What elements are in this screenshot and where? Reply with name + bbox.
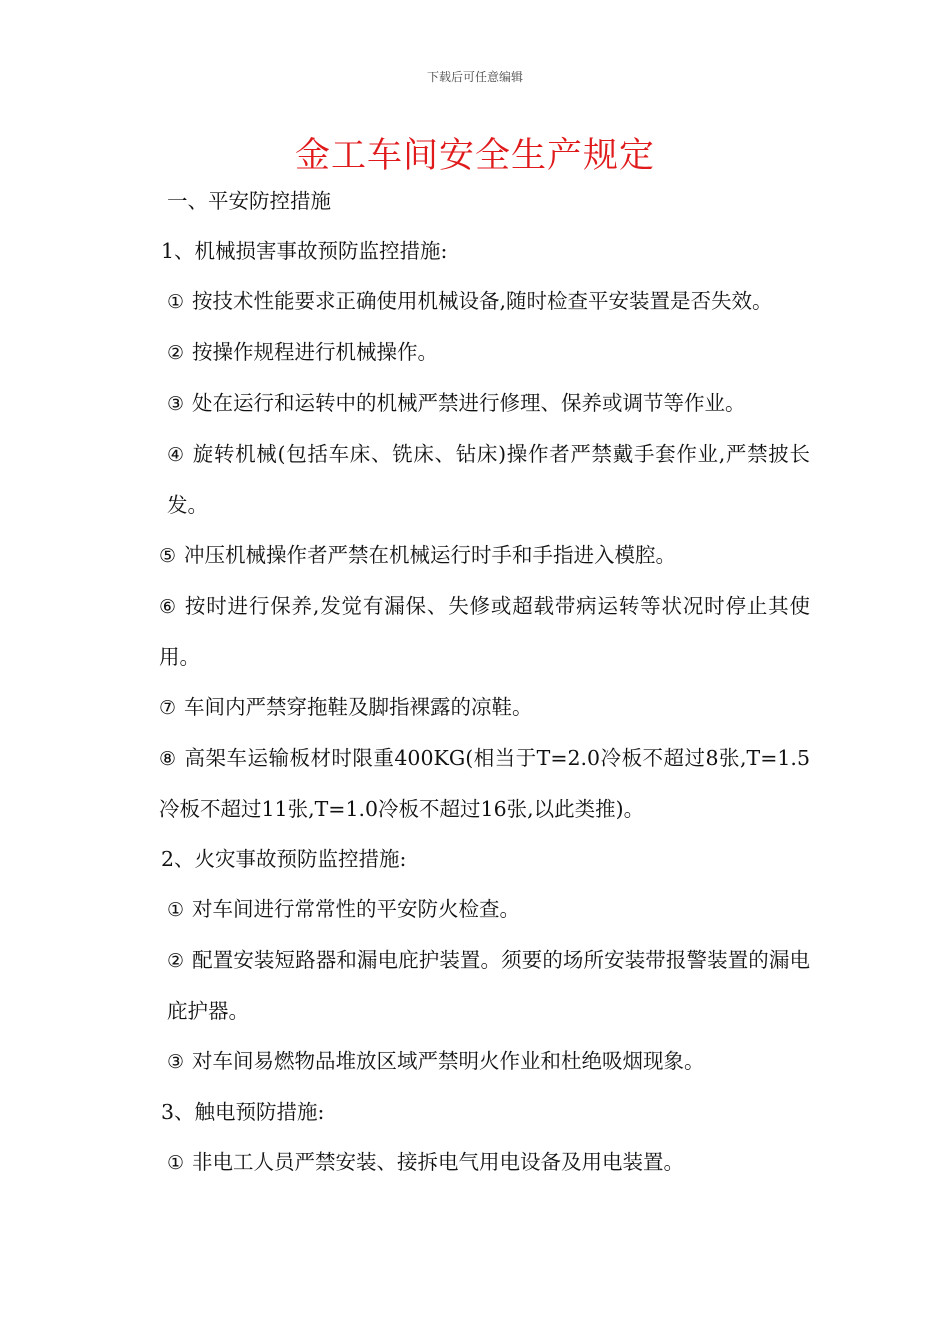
page-header-note: 下载后可任意编辑	[426, 70, 523, 84]
list-item-text: 按操作规程进行机械操作。	[192, 340, 439, 364]
measure-list-item	[145, 429, 810, 530]
list-marker: ⑥	[159, 596, 177, 618]
section-heading: 一、平安防控措施	[167, 189, 331, 213]
list-item-text: 对车间进行常常性的平安防火检查。	[192, 897, 521, 921]
list-item-text: 配置安装短路器和漏电庇护装置。须要的场所安装带报警装置的漏电庇护器。	[167, 948, 810, 1023]
list-item-text: 高架车运输板材时限重400KG(相当于T=2.0冷板不超过8张,T=1.5冷板不超过11张,T=1.0冷板不超过16张,以此类推)。	[159, 746, 810, 821]
list-marker: ⑤	[159, 545, 177, 567]
measure-heading: 1、机械损害事故预防监控措施:	[161, 239, 448, 263]
measure-heading: 3、触电预防措施:	[161, 1100, 325, 1124]
list-marker: ④	[167, 444, 185, 466]
measure-list-item	[145, 884, 810, 935]
list-item-text: 冲压机械操作者严禁在机械运行时手和手指进入模腔。	[184, 543, 677, 567]
measure-list-item	[145, 733, 810, 834]
measure-list-item	[145, 581, 810, 682]
measure-list-item	[145, 1036, 810, 1087]
list-marker: ①	[167, 1152, 185, 1174]
measure-heading: 2、火灾事故预防监控措施:	[161, 847, 407, 871]
list-item-text: 对车间易燃物品堆放区域严禁明火作业和杜绝吸烟现象。	[192, 1049, 705, 1073]
measure-list-item	[145, 682, 810, 733]
list-marker: ①	[167, 899, 185, 921]
list-item-text: 按时进行保养,发觉有漏保、失修或超载带病运转等状况时停止其使用。	[159, 594, 810, 669]
measure-list-item	[145, 1137, 810, 1188]
measure-list-item	[145, 530, 810, 581]
list-marker: ②	[167, 950, 185, 972]
measure-list-item	[145, 276, 810, 327]
list-marker: ⑦	[159, 697, 177, 719]
list-item-text: 车间内严禁穿拖鞋及脚指裸露的凉鞋。	[184, 695, 533, 719]
list-marker: ⑧	[159, 748, 177, 770]
document-title: 金工车间安全生产规定	[294, 136, 655, 176]
list-item-text: 处在运行和运转中的机械严禁进行修理、保养或调节等作业。	[192, 391, 746, 415]
measure-list-item	[145, 935, 810, 1036]
measure-list-item	[145, 327, 810, 378]
list-marker: ③	[167, 393, 185, 415]
list-marker: ①	[167, 291, 185, 313]
document-body	[145, 176, 810, 1188]
measure-list-item	[145, 378, 810, 429]
list-item-text: 按技术性能要求正确使用机械设备,随时检查平安装置是否失效。	[192, 289, 773, 313]
list-item-text: 旋转机械(包括车床、铣床、钻床)操作者严禁戴手套作业,严禁披长发。	[167, 442, 810, 517]
list-item-text: 非电工人员严禁安装、接拆电气用电设备及用电装置。	[192, 1150, 685, 1174]
list-marker: ③	[167, 1051, 185, 1073]
list-marker: ②	[167, 342, 185, 364]
